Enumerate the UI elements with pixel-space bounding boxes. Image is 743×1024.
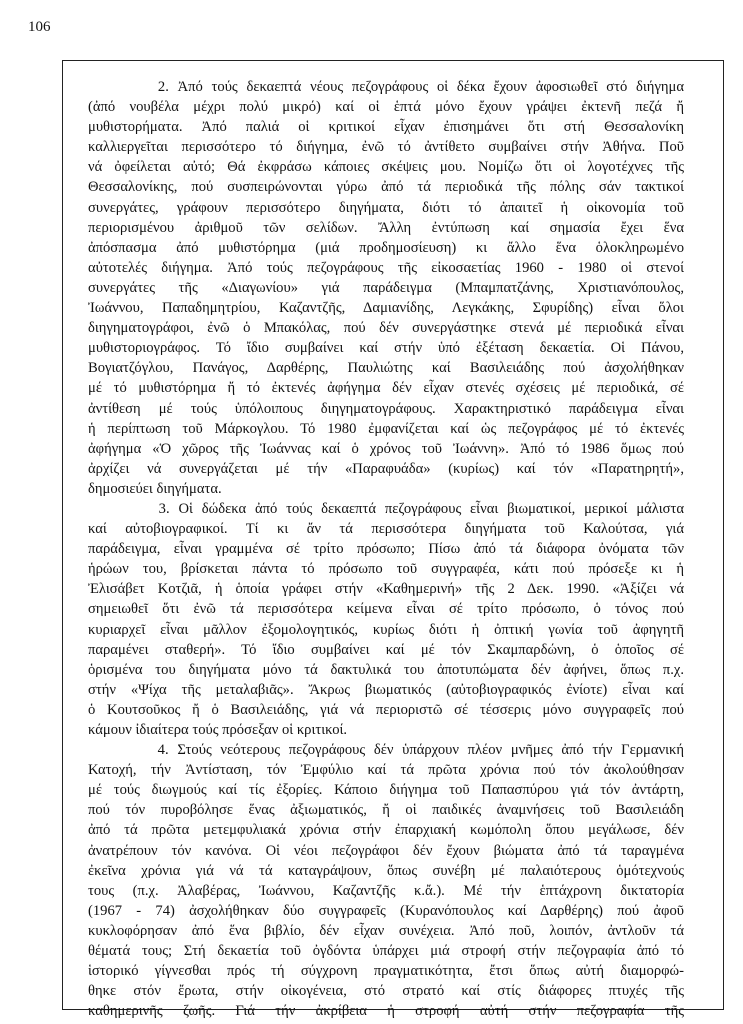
text-line: θέματά τους; Στή δεκαετία τοῦ ὀγδόντα ὑπάρχει μιά στροφή στήν πεζογραφία ἀπό τό xyxy=(88,943,684,960)
text-line: Κατοχή, τήν Ἀντίσταση, τόν Ἐμφύλιο καί τά πρῶτα χρόνια πού τόν ἀκολούθησαν xyxy=(88,762,684,779)
text-line: καθημερινῆς ζωῆς. Γιά τήν ἀκρίβεια ἡ στροφή αὐτή στήν πεζογραφία τῆς xyxy=(88,1003,684,1020)
text-line: μέ τό μυθιστόρημα ἤ τό ἐκτενές ἀφήγημα δέν εἶχαν στενές σχέσεις μέ περιοδικά, σέ xyxy=(88,380,684,397)
text-line: ὁ Κουτσοῦκος ἤ ὁ Βασιλειάδης, γιά νά περιοριστῶ σέ τέσσερις μόνο συγγραφεῖς πού xyxy=(88,701,684,718)
text-line: μυθιστοριογράφος. Τό ἴδιο συμβαίνει καί στήν ὑπό ἐξέταση δεκαετία. Οἱ Πάνου, xyxy=(88,340,684,357)
text-line: (ἀπό νουβέλα μέχρι πολύ μικρό) καί οἱ ἑπτά μόνο ἔχουν γράψει ἐκτενῆ πεζά ἤ xyxy=(88,99,684,116)
paragraph-2 xyxy=(88,77,684,499)
text-line: ἀπό τά πρῶτα μετεμφυλιακά χρόνια στήν ἐπαρχιακή κωμόπολη ὅπου μεγάλωσε, δέν xyxy=(88,822,684,839)
text-line: ἀντίθεση μέ τούς ὑπόλοιπους διηγηματογράφους. Χαρακτηριστικό παράδειγμα εἶναι xyxy=(88,400,684,417)
text-line: Ἰωάννου, Παπαδημητρίου, Καζαντζῆς, Δαμιανίδης, Λεγκάκης, Σφυρίδης) εἶναι ὅλοι xyxy=(88,300,684,317)
text-line: κάμουν ἰδιαίτερα τούς πρόσεξαν οἱ κριτικοί. xyxy=(88,722,348,738)
text-line: θηκε στόν ἔρωτα, στήν οἰκογένεια, στό στρατό καί στίς διάφορες πτυχές τῆς xyxy=(88,983,684,1000)
text-line: συνεργάτες, γράφουν περισσότερο διηγήματα, διότι τό ἀπαιτεῖ ἡ οἰκονομία τοῦ xyxy=(88,199,684,216)
text-line: ἀνατρέπουν τόν κανόνα. Οἱ νέοι πεζογράφοι δέν ἔχουν βιώματα ἀπό τά ταραγμένα xyxy=(88,842,684,859)
text-line: ἡρώων του, βρίσκεται πάντα τό πρόσωπο τοῦ συγγραφέα, κάτι πού πρόσεξε κι ἡ xyxy=(88,561,684,578)
text-line: καί αὐτοβιογραφικοί. Τί κι ἄν τά περισσότερα διηγήματα τοῦ Καλούτσα, γιά xyxy=(88,521,684,538)
text-line: σημειωθεῖ ὅτι ἐνῶ τά περισσότερα κείμενα εἶναι σέ τρίτο πρόσωπο, ὁ τόνος πού xyxy=(88,601,684,618)
text-line: 3. Οἱ δώδεκα ἀπό τούς δεκαεπτά πεζογράφους εἶναι βιωματικοί, μερικοί μάλιστα xyxy=(88,500,684,517)
page-body xyxy=(88,77,684,1021)
text-line: διηγηματογράφοι, ἐνῶ ὁ Μπακόλας, πού δέν συνεργάστηκε στενά μέ περιοδικά εἶναι xyxy=(88,320,684,337)
text-line: Ἐλισάβετ Κοτζιᾶ, ἡ ὁποία γράφει στήν «Καθημερινή» τῆς 2 Δεκ. 1990. «Ἀξίζει νά xyxy=(88,581,684,598)
text-line: ἀρχίζει νά συνεργάζεται μέ τήν «Παραφυάδα» (κυρίως) καί τόν «Παρατηρητή», xyxy=(88,460,684,477)
text-line: Θεσσαλονίκης, πού συσπειρώνονται γύρω ἀπό τά περιοδικά τῆς πόλης σάν τακτικοί xyxy=(88,179,684,196)
text-line: νά ὀφείλεται αὐτό; Θά ἐκφράσω κάποιες σκέψεις μου. Νομίζω ὅτι οἱ λογοτέχνες τῆς xyxy=(88,159,684,176)
text-line: περιορισμένου ἀριθμοῦ τῶν σελίδων. Ἄλλη ἐντύπωση καί σημασία ἔχει ἕνα xyxy=(88,219,684,236)
text-line: 4. Στούς νεότερους πεζογράφους δέν ὑπάρχουν πλέον μνῆμες ἀπό τήν Γερμανική xyxy=(88,742,684,759)
text-line: παραμένει σταθερή». Τό ἴδιο συμβαίνει καί μέ τόν Σκαμπαρδώνη, ὁ ὁποῖος σέ xyxy=(88,641,684,658)
paragraph-3 xyxy=(88,499,684,740)
text-line: ἀφήγημα «Ὁ χῶρος τῆς Ἰωάννας καί ὁ χρόνος τοῦ Ἰωάννη». Ἀπό τό 1986 ὅμως πού xyxy=(88,440,684,457)
text-line: συνεργάτες τῆς «Διαγωνίου» γιά παράδειγμα (Μπαμπατζάνης, Χριστιανόπουλος, xyxy=(88,279,684,296)
text-line: στήν «Ψίχα τῆς μεταλαβιᾶς». Ἄκρως βιωματικός (αὐτοβιογραφικός ἐνίοτε) εἶναι καί xyxy=(88,681,684,698)
page-number: 106 xyxy=(28,19,51,35)
text-line: ἀπόσπασμα ἀπό μυθιστόρημα (μιά προδημοσίευση) κι ἄλλο ἕνα ὁλοκληρωμένο xyxy=(88,239,684,256)
text-line: κυκλοφόρησαν ἀπό ἕνα βιβλίο, δέν εἶχαν συνέχεια. Ἀπό ποῦ, λοιπόν, ἀντλοῦν τά xyxy=(88,922,684,939)
text-line: ἱστορικό γίγνεσθαι πρός τή σύγχρονη πραγματικότητα, ἔτσι ὅπως αὐτή διαμορφώ- xyxy=(88,963,684,980)
text-line: ἐκεῖνα χρόνια γιά νά τά καταγράψουν, ὅπως συνέβη μέ παλαιότερους ὁμότεχνούς xyxy=(88,862,684,879)
text-line: αὐτοτελές διήγημα. Ἀπό τούς πεζογράφους τῆς εἰκοσαετίας 1960 - 1980 οἱ στενοί xyxy=(88,259,684,276)
text-line: μυθιστορήματα. Ἀπό παλιά οἱ κριτικοί εἶχαν ἐπισημάνει ὅτι στή Θεσσαλονίκη xyxy=(88,119,684,136)
text-line: τους (π.χ. Ἀλαβέρας, Ἰωάννου, Καζαντζῆς κ.ἄ.). Μέ τήν ἑπτάχρονη δικτατορία xyxy=(88,882,684,899)
text-line: 2. Ἀπό τούς δεκαεπτά νέους πεζογράφους οἱ δέκα ἔχουν ἀφοσιωθεῖ στό διήγημα xyxy=(88,79,684,95)
text-line: μέ τούς διωγμούς καί τίς ἐξορίες. Κάποιο διήγημα τοῦ Παπασπύρου γιά τόν ἀντάρτη, xyxy=(88,782,684,799)
text-line: παράδειγμα, εἶναι γραμμένα σέ τρίτο πρόσωπο; Πίσω ἀπό τά διάφορα ὀνόματα τῶν xyxy=(88,541,684,558)
text-line: Βογιατζόγλου, Πανάγος, Δαρθέρης, Παυλιώτης καί Βασιλειάδης πού ἀσχολήθηκαν xyxy=(88,360,684,377)
text-line: ὁρισμένα του διηγήματα μόνο τά δακτυλικά του ἀποτυπώματα δέν ἀφήνει, ὅπως π.χ. xyxy=(88,661,684,678)
paragraph-4 xyxy=(88,740,684,1021)
text-line: (1967 - 74) ἀσχολήθηκαν δύο συγγραφεῖς (Κυρανόπουλος καί Δαρθέρης) πού ἀφοῦ xyxy=(88,902,684,919)
text-line: ἡ περίπτωση τοῦ Μάρκογλου. Τό 1980 ἐμφανίζεται καί ὡς πεζογράφος μέ τό ἐκτενές xyxy=(88,420,684,437)
text-line: κυριαρχεῖ εἶναι μᾶλλον ἐξομολογητικός, κυρίως διότι ἡ ὀπτική γωνία τοῦ ἀφηγητῆ xyxy=(88,621,684,638)
text-line: δημοσιεύει διηγήματα. xyxy=(88,480,222,497)
text-line: καλλιεργεῖται περισσότερο τό διήγημα, ἐνῶ τό ἀντίθετο συμβαίνει στήν Ἀθήνα. Ποῦ xyxy=(88,139,684,156)
text-line: πού τόν πυροβόλησε ἕνας ἀξιωματικός, ἤ οἱ παιδικές ἀναμνήσεις τοῦ Βασιλειάδη xyxy=(88,802,684,819)
